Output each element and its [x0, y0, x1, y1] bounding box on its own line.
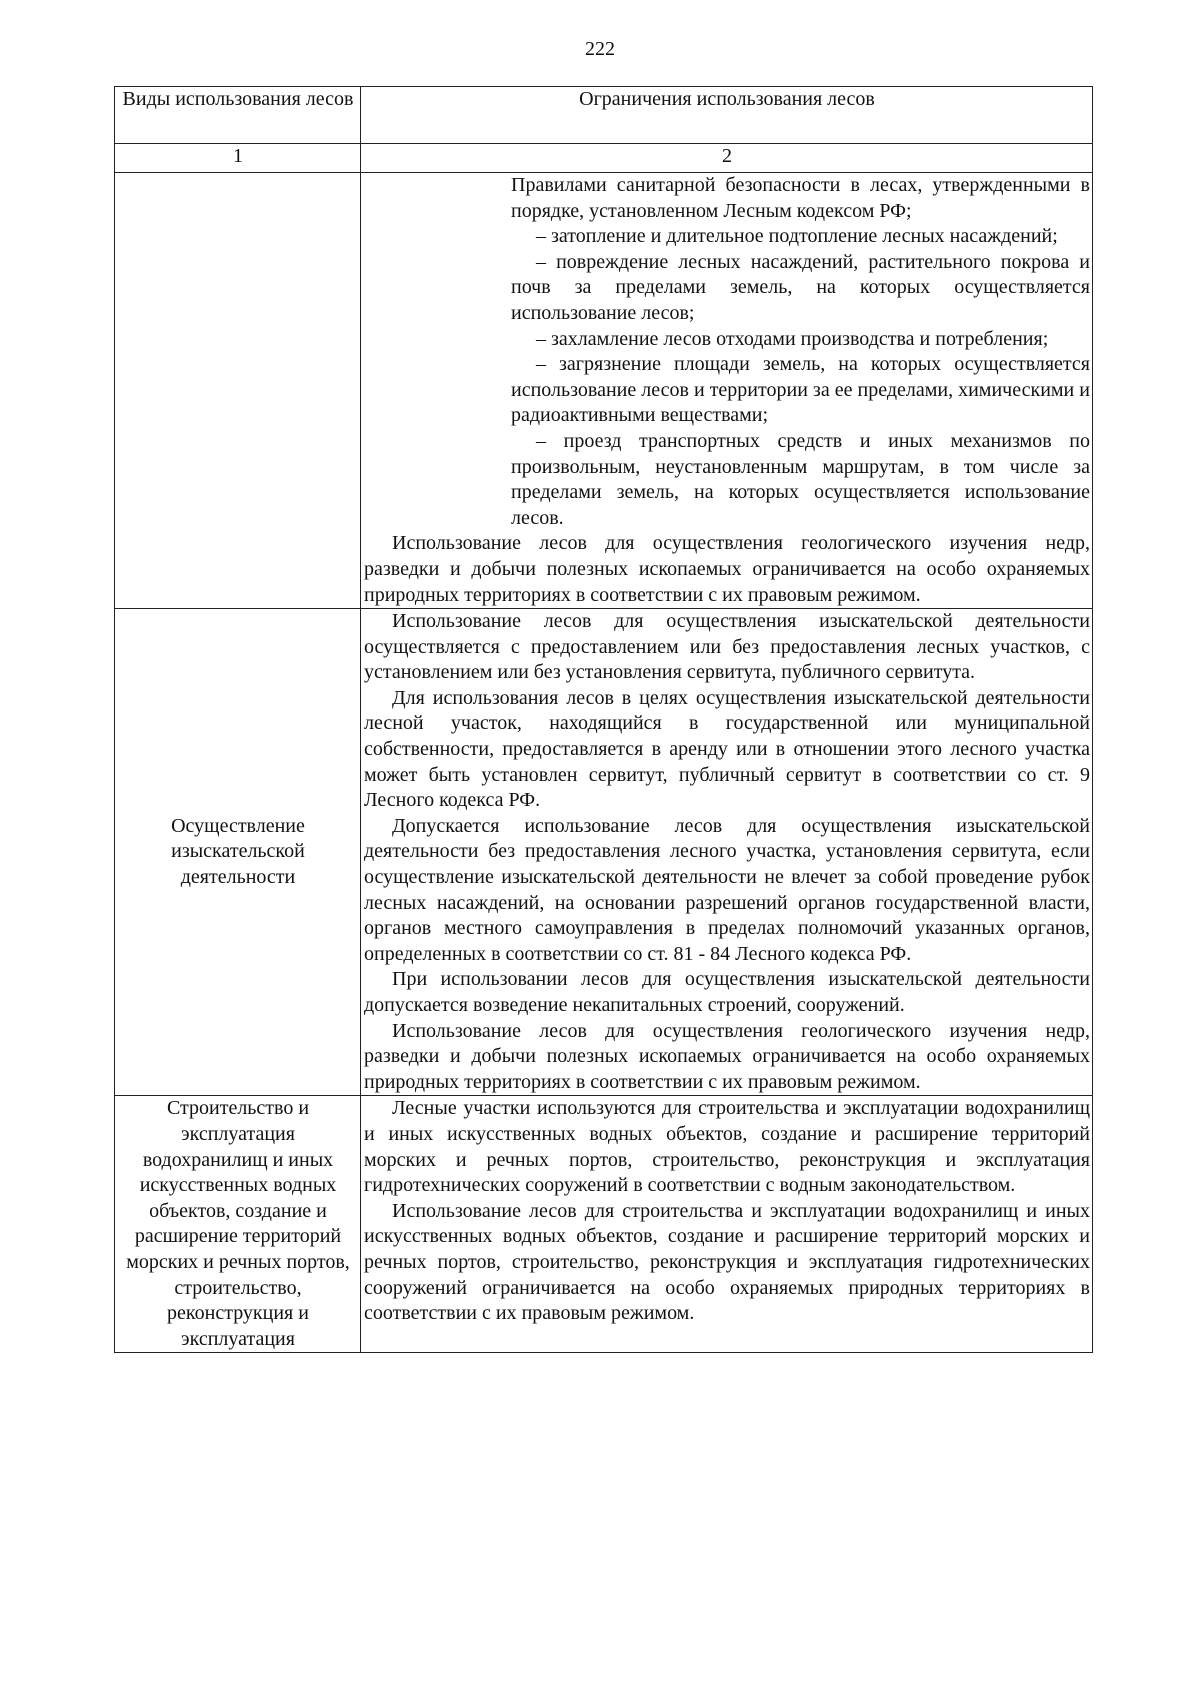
table-row	[115, 609, 1093, 1096]
row-content	[361, 1096, 1093, 1353]
column-number-2: 2	[361, 144, 1093, 173]
row-content	[361, 173, 1093, 609]
forest-use-restrictions-table	[114, 86, 1093, 1353]
paragraph: Допускается использование лесов для осуществления изыскательской деятельности без предоставления лесного участка, установления сервитута, если осуществление изыскательской деятельности не влечет за собой проведение рубок лесных насаждений, на основании разрешений органов государственной власти, органов местного самоуправления в пределах полномочий указанных органов, определенных в соответствии со ст. 81 - 84 Лесного кодекса РФ.	[364, 814, 1090, 965]
table-row	[115, 173, 1093, 609]
inset-item: – загрязнение площади земель, на которых осуществляется использование лесов и территории за ее пределами, химическими и радиоактивными веществами;	[511, 353, 1090, 427]
row-title: Осуществление изыскательской деятельности	[115, 609, 361, 1096]
paragraph: Использование лесов для осуществления изыскательской деятельности осуществляется с предоставлением или без предоставления лесных участков, с установлением или без установления сервитута, публичного сервитута.	[364, 610, 1090, 684]
row-title: Строительство и эксплуатация водохранилищ и иных искусственных водных объектов, создание и расширение территорий морских и речных портов, строительство, реконструкция и эксплуатация	[115, 1096, 361, 1353]
row-content	[361, 609, 1093, 1096]
column-number-1: 1	[115, 144, 361, 173]
table-header-row	[115, 87, 1093, 144]
paragraph: Лесные участки используются для строительства и эксплуатации водохранилищ и иных искусственных водных объектов, создание и расширение территорий морских и речных портов, строительство, реконструкция и эксплуатация гидротехнических сооружений в соответствии с водным законодательством.	[364, 1097, 1090, 1197]
table-row	[115, 1096, 1093, 1353]
paragraph: Использование лесов для осуществления геологического изучения недр, разведки и добычи полезных ископаемых ограничивается на особо охраняемых природных территориях в соответствии с их правовым режимом.	[364, 1019, 1090, 1093]
header-col-use-types: Виды использования лесов	[115, 87, 361, 144]
header-col-restrictions: Ограничения использования лесов	[361, 87, 1093, 144]
inset-item: – повреждение лесных насаждений, растительного покрова и почв за пределами земель, на которых осуществляется использование лесов;	[511, 250, 1090, 324]
column-number-row	[115, 144, 1093, 173]
paragraph: При использовании лесов для осуществления изыскательской деятельности допускается возведение некапитальных строений, сооружений.	[364, 968, 1090, 1016]
paragraph: Для использования лесов в целях осуществления изыскательской деятельности лесной участок, находящийся в государственной или муниципальной собственности, предоставляется в аренду или в отношении этого лесного участка может быть установлен сервитут, публичный сервитут в соответствии со ст. 9 Лесного кодекса РФ.	[364, 686, 1090, 812]
inset-item: – захламление лесов отходами производства и потребления;	[536, 327, 1049, 350]
row-title	[115, 173, 361, 609]
paragraph: Использование лесов для осуществления геологического изучения недр, разведки и добычи полезных ископаемых ограничивается на особо охраняемых природных территориях в соответствии с их правовым режимом.	[364, 532, 1090, 606]
paragraph: Использование лесов для строительства и эксплуатации водохранилищ и иных искусственных водных объектов, создание и расширение территорий морских и речных портов, строительство, реконструкция и эксплуатация гидротехнических сооружений ограничивается на особо охраняемых природных территориях в соответствии с их правовым режимом.	[364, 1199, 1090, 1325]
inset-item: – затопление и длительное подтопление лесных насаждений;	[536, 225, 1058, 248]
inset-item: – проезд транспортных средств и иных механизмов по произвольным, неустановленным маршрутам, в том числе за пределами земель, на которых осуществляется использование лесов.	[511, 429, 1090, 529]
page-number: 222	[585, 38, 615, 60]
inset-item: Правилами санитарной безопасности в лесах, утвержденными в порядке, установленном Лесным кодексом РФ;	[511, 174, 1090, 222]
inset-list	[511, 173, 1090, 531]
